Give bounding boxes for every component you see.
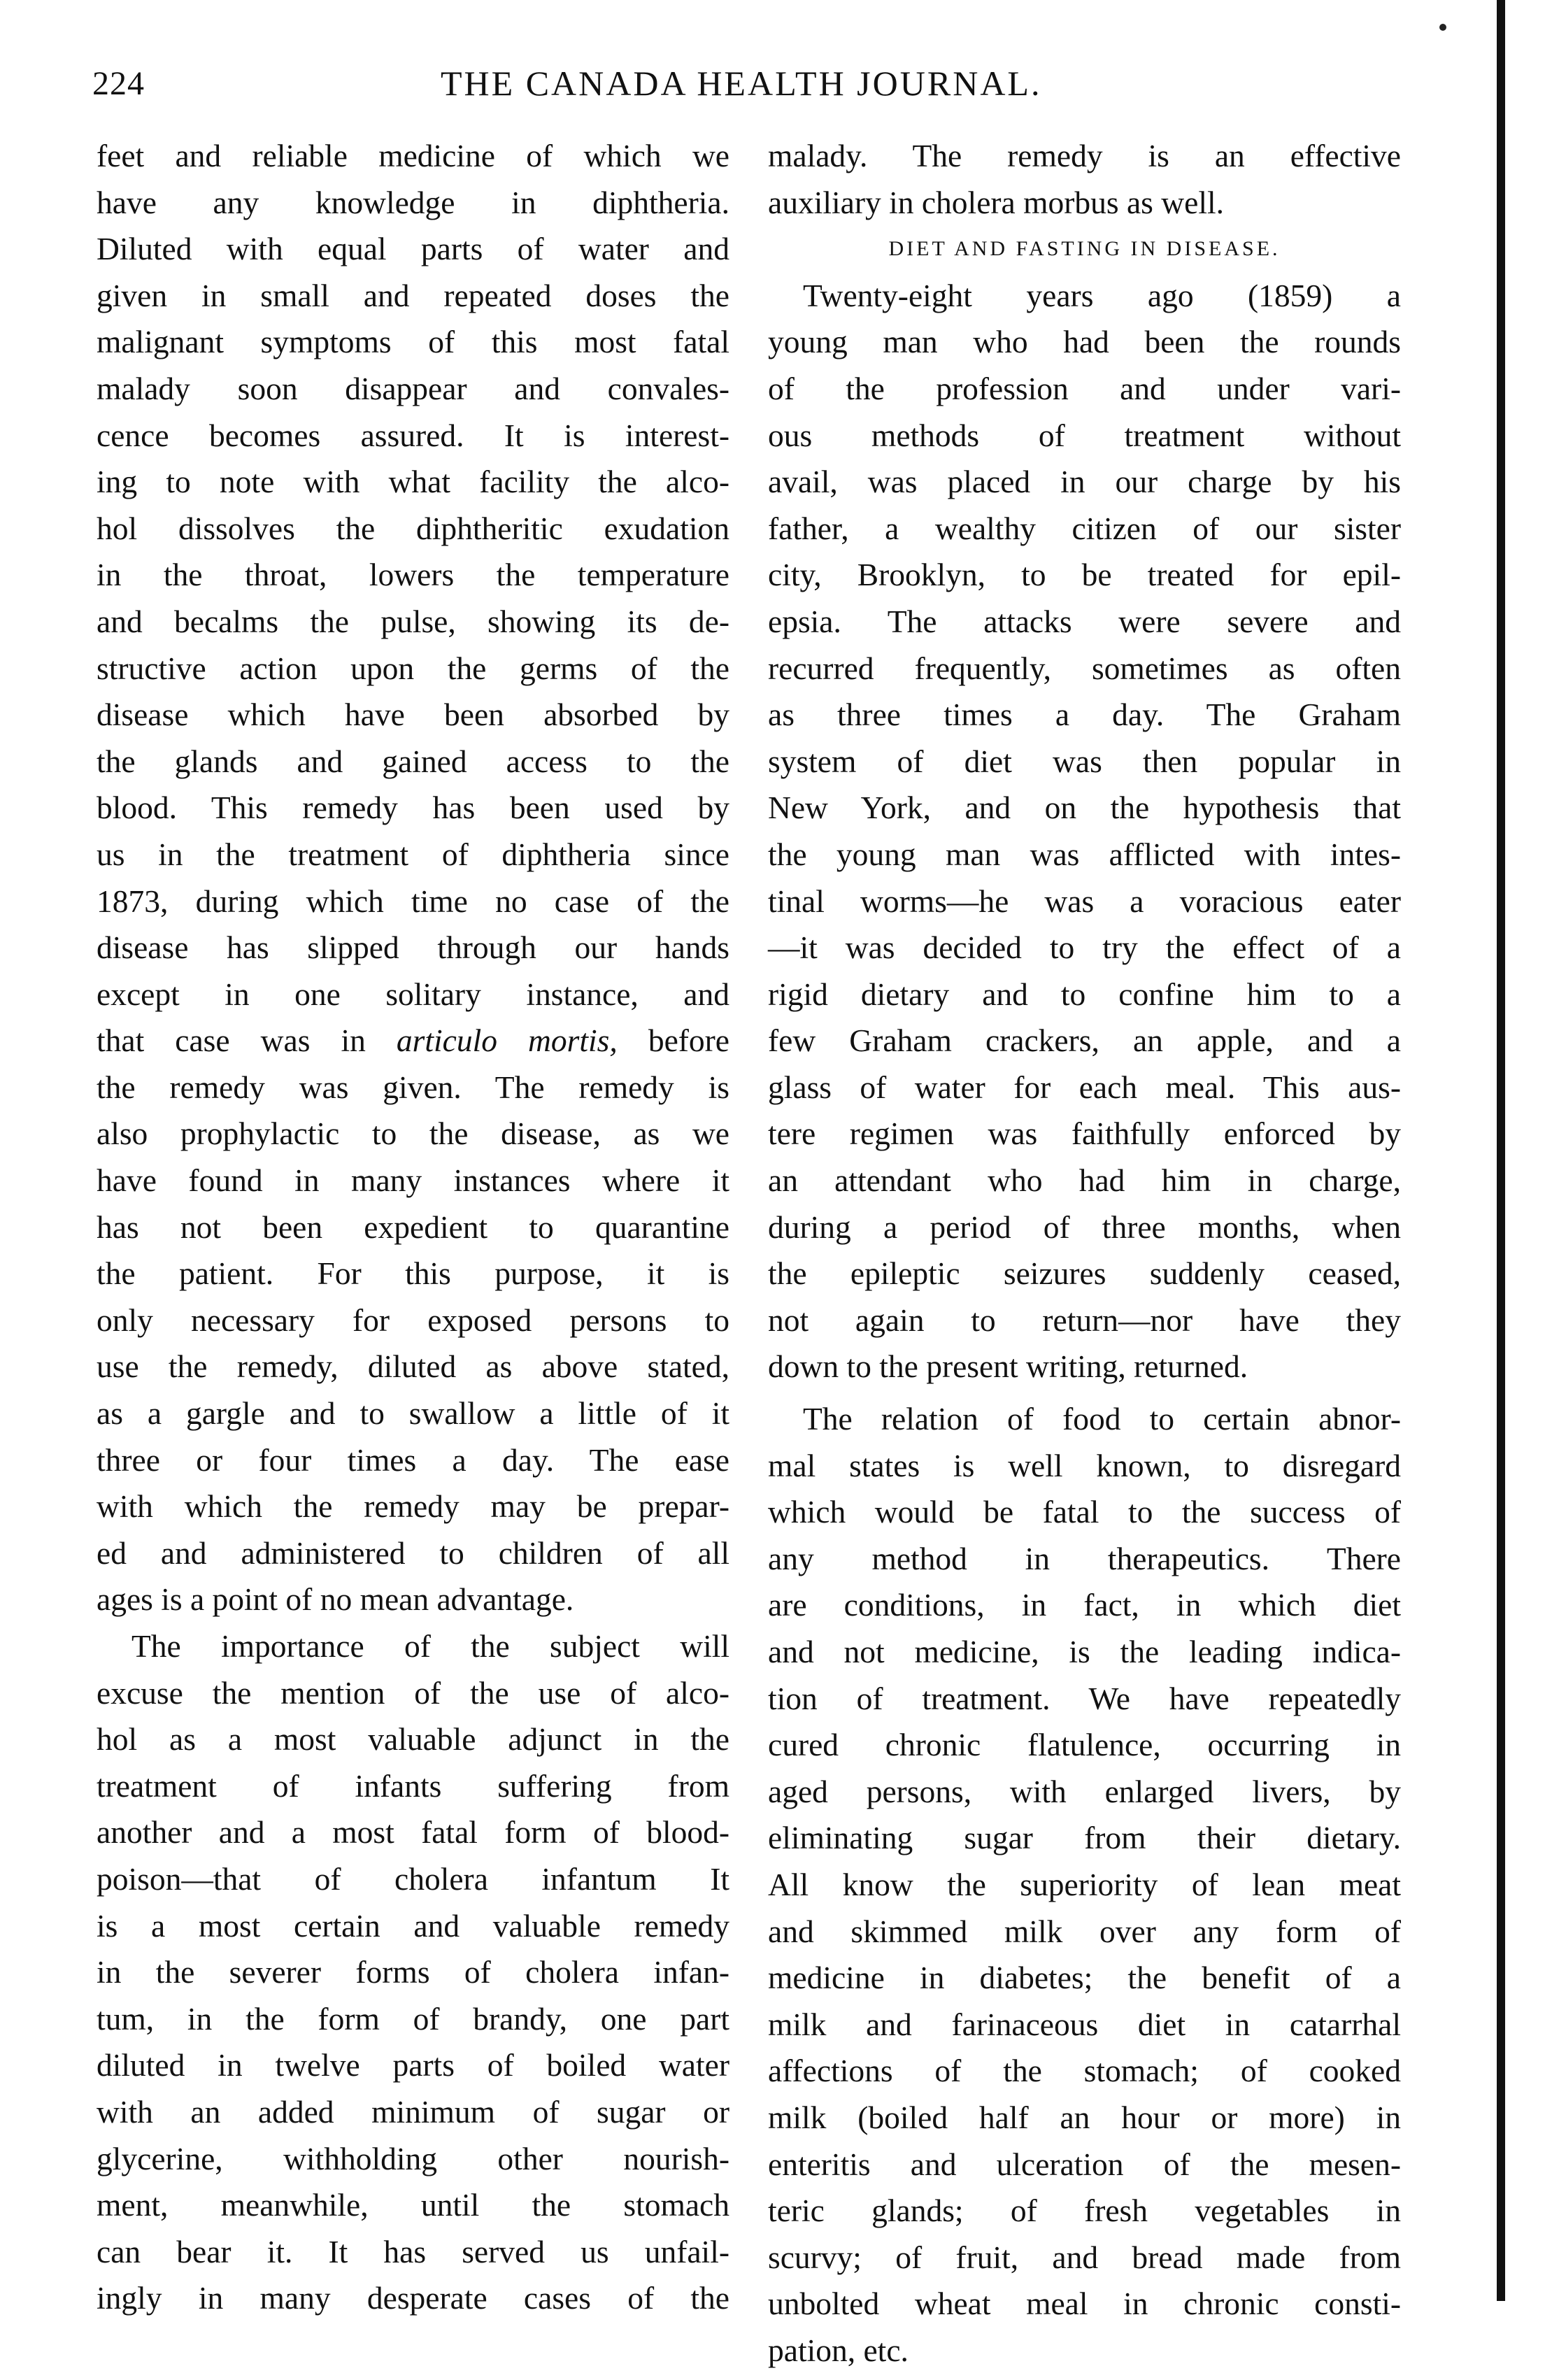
text-line: ages is a point of no mean advantage. <box>97 1581 574 1618</box>
text-line: ing to note with what facility the alco- <box>97 464 729 500</box>
paragraph-start: Twenty-eight years ago (1859) a <box>803 277 1401 313</box>
text-line: have any knowledge in diphtheria. <box>97 184 729 220</box>
section-heading: DIET AND FASTING IN DISEASE. <box>888 237 1281 261</box>
page-number: 224 <box>92 65 145 102</box>
text-line: —it was decided to try the effect of a <box>768 929 1401 966</box>
text-line: which would be fatal to the success of <box>768 1494 1401 1530</box>
text-line: mal states is well known, to disregard <box>768 1447 1401 1483</box>
text-line: cured chronic flatulence, occurring in <box>768 1727 1401 1763</box>
text-line: ous methods of treatment without <box>768 417 1401 453</box>
text-line: malady soon disappear and convales- <box>97 370 729 406</box>
text-line: the epileptic seizures suddenly ceased, <box>768 1255 1401 1292</box>
text-line: and not medicine, is the leading indica- <box>768 1634 1401 1669</box>
text-line: aged persons, with enlarged livers, by <box>768 1773 1401 1809</box>
text-line: during a period of three months, when <box>768 1209 1401 1245</box>
text-line: hol dissolves the diphtheritic exudation <box>97 510 729 546</box>
text-line: 1873, during which time no case of the <box>97 883 729 919</box>
paragraph-start: The importance of the subject will <box>131 1628 729 1664</box>
text-line: structive action upon the germs of the <box>97 650 729 686</box>
text-line: has not been expedient to quarantine <box>97 1209 729 1245</box>
text-line: auxiliary in cholera morbus as well. <box>768 184 1224 220</box>
text-line: disease which have been absorbed by <box>97 697 729 733</box>
text-line: disease has slipped through our hands <box>97 929 729 966</box>
text-line: the remedy was given. The remedy is <box>97 1069 729 1105</box>
text-line: treatment of infants suffering from <box>97 1767 729 1804</box>
text-line: of the profession and under vari- <box>768 370 1401 406</box>
text-line: ingly in many desperate cases of the <box>97 2280 729 2316</box>
text-line: tion of treatment. We have repeatedly <box>768 1680 1401 1716</box>
text-line-italic <box>97 1018 729 1064</box>
text-line: also prophylactic to the disease, as we <box>97 1116 729 1152</box>
text-line: system of diet was then popular in <box>768 743 1401 779</box>
text-line: avail, was placed in our charge by his <box>768 464 1401 500</box>
text-line: rigid dietary and to confine him to a <box>768 976 1401 1012</box>
text-line: father, a wealthy citizen of our sister <box>768 510 1401 546</box>
running-head: THE CANADA HEALTH JOURNAL. <box>441 64 1042 103</box>
text-line: only necessary for exposed persons to <box>97 1302 729 1338</box>
text-line: recurred frequently, sometimes as often <box>768 650 1401 686</box>
text-line: as three times a day. The Graham <box>768 697 1401 733</box>
text-line: and becalms the pulse, showing its de- <box>97 603 729 639</box>
text-line: an attendant who had him in charge, <box>768 1162 1401 1199</box>
text-line: eliminating sugar from their dietary. <box>768 1820 1401 1856</box>
text-line: in the severer forms of cholera infan- <box>97 1954 729 1990</box>
right-column <box>768 133 1401 2374</box>
text-line: the young man was afflicted with intes- <box>768 836 1401 872</box>
text-fragment: before <box>648 1022 730 1059</box>
text-line: malignant symptoms of this most fatal <box>97 324 729 360</box>
left-column <box>97 133 729 2322</box>
text-fragment: that case was in <box>97 1022 366 1059</box>
right-margin-rule <box>1497 0 1505 2301</box>
text-line: city, Brooklyn, to be treated for epil- <box>768 557 1401 593</box>
text-line: tum, in the form of brandy, one part <box>97 2000 729 2037</box>
text-line: tinal worms—he was a voracious eater <box>768 883 1401 919</box>
text-line: medicine in diabetes; the benefit of a <box>768 1960 1401 1996</box>
text-line: Diluted with equal parts of water and <box>97 231 729 267</box>
text-line: blood. This remedy has been used by <box>97 790 729 826</box>
text-line: can bear it. It has served us unfail- <box>97 2233 729 2269</box>
text-line: poison—that of cholera infantum It <box>97 1860 729 1897</box>
text-line: use the remedy, diluted as above stated, <box>97 1348 729 1385</box>
text-line: feet and reliable medicine of which we <box>97 138 729 173</box>
text-line: enteritis and ulceration of the mesen- <box>768 2146 1401 2182</box>
text-line: milk and farinaceous diet in catarrhal <box>768 2006 1401 2042</box>
text-line: us in the treatment of diphtheria since <box>97 836 729 872</box>
text-line: pation, etc. <box>768 2332 909 2368</box>
text-line: as a gargle and to swallow a little of it <box>97 1395 729 1432</box>
paragraph-start: The relation of food to certain abnor- <box>803 1401 1401 1437</box>
text-line: diluted in twelve parts of boiled water <box>97 2047 729 2083</box>
text-line: ed and administered to children of all <box>97 1534 729 1571</box>
text-line: tere regimen was faithfully enforced by <box>768 1116 1401 1152</box>
text-line: have found in many instances where it <box>97 1162 729 1199</box>
text-line: scurvy; of fruit, and bread made from <box>768 2239 1401 2275</box>
text-line: glycerine, withholding other nourish- <box>97 2140 729 2176</box>
text-line: excuse the mention of the use of alco- <box>97 1674 729 1711</box>
text-line: epsia. The attacks were severe and <box>768 603 1401 639</box>
text-line: teric glands; of fresh vegetables in <box>768 2193 1401 2229</box>
text-line: glass of water for each meal. This aus- <box>768 1069 1401 1105</box>
text-line: the glands and gained access to the <box>97 743 729 779</box>
text-line: is a most certain and valuable remedy <box>97 1907 729 1944</box>
text-line: cence becomes assured. It is interest- <box>97 417 729 453</box>
text-line: affections of the stomach; of cooked <box>768 2053 1401 2089</box>
text-line: not again to return—nor have they <box>768 1302 1401 1338</box>
text-line: and skimmed milk over any form of <box>768 1913 1401 1949</box>
text-line: unbolted wheat meal in chronic consti- <box>768 2286 1401 2322</box>
text-line: All know the superiority of lean meat <box>768 1866 1401 1902</box>
text-line: ment, meanwhile, until the stomach <box>97 2187 729 2223</box>
text-line: another and a most fatal form of blood- <box>97 1814 729 1851</box>
text-line: hol as a most valuable adjunct in the <box>97 1721 729 1758</box>
text-line: malady. The remedy is an effective <box>768 138 1401 173</box>
text-line: in the throat, lowers the temperature <box>97 557 729 593</box>
text-line: are conditions, in fact, in which diet <box>768 1587 1401 1623</box>
text-line: milk (boiled half an hour or more) in <box>768 2099 1401 2135</box>
text-line: the patient. For this purpose, it is <box>97 1255 729 1292</box>
text-line: with an added minimum of sugar or <box>97 2093 729 2130</box>
text-line: few Graham crackers, an apple, and a <box>768 1022 1401 1059</box>
ink-speck <box>1439 24 1446 31</box>
text-line: New York, and on the hypothesis that <box>768 790 1401 826</box>
text-line: three or four times a day. The ease <box>97 1441 729 1478</box>
text-line: with which the remedy may be prepar- <box>97 1488 729 1525</box>
text-line: any method in therapeutics. There <box>768 1540 1401 1576</box>
text-line: young man who had been the rounds <box>768 324 1401 360</box>
italic-phrase: articulo mortis, <box>396 1022 618 1059</box>
text-line: except in one solitary instance, and <box>97 976 729 1012</box>
text-line: given in small and repeated doses the <box>97 277 729 313</box>
text-line: down to the present writing, returned. <box>768 1348 1248 1385</box>
